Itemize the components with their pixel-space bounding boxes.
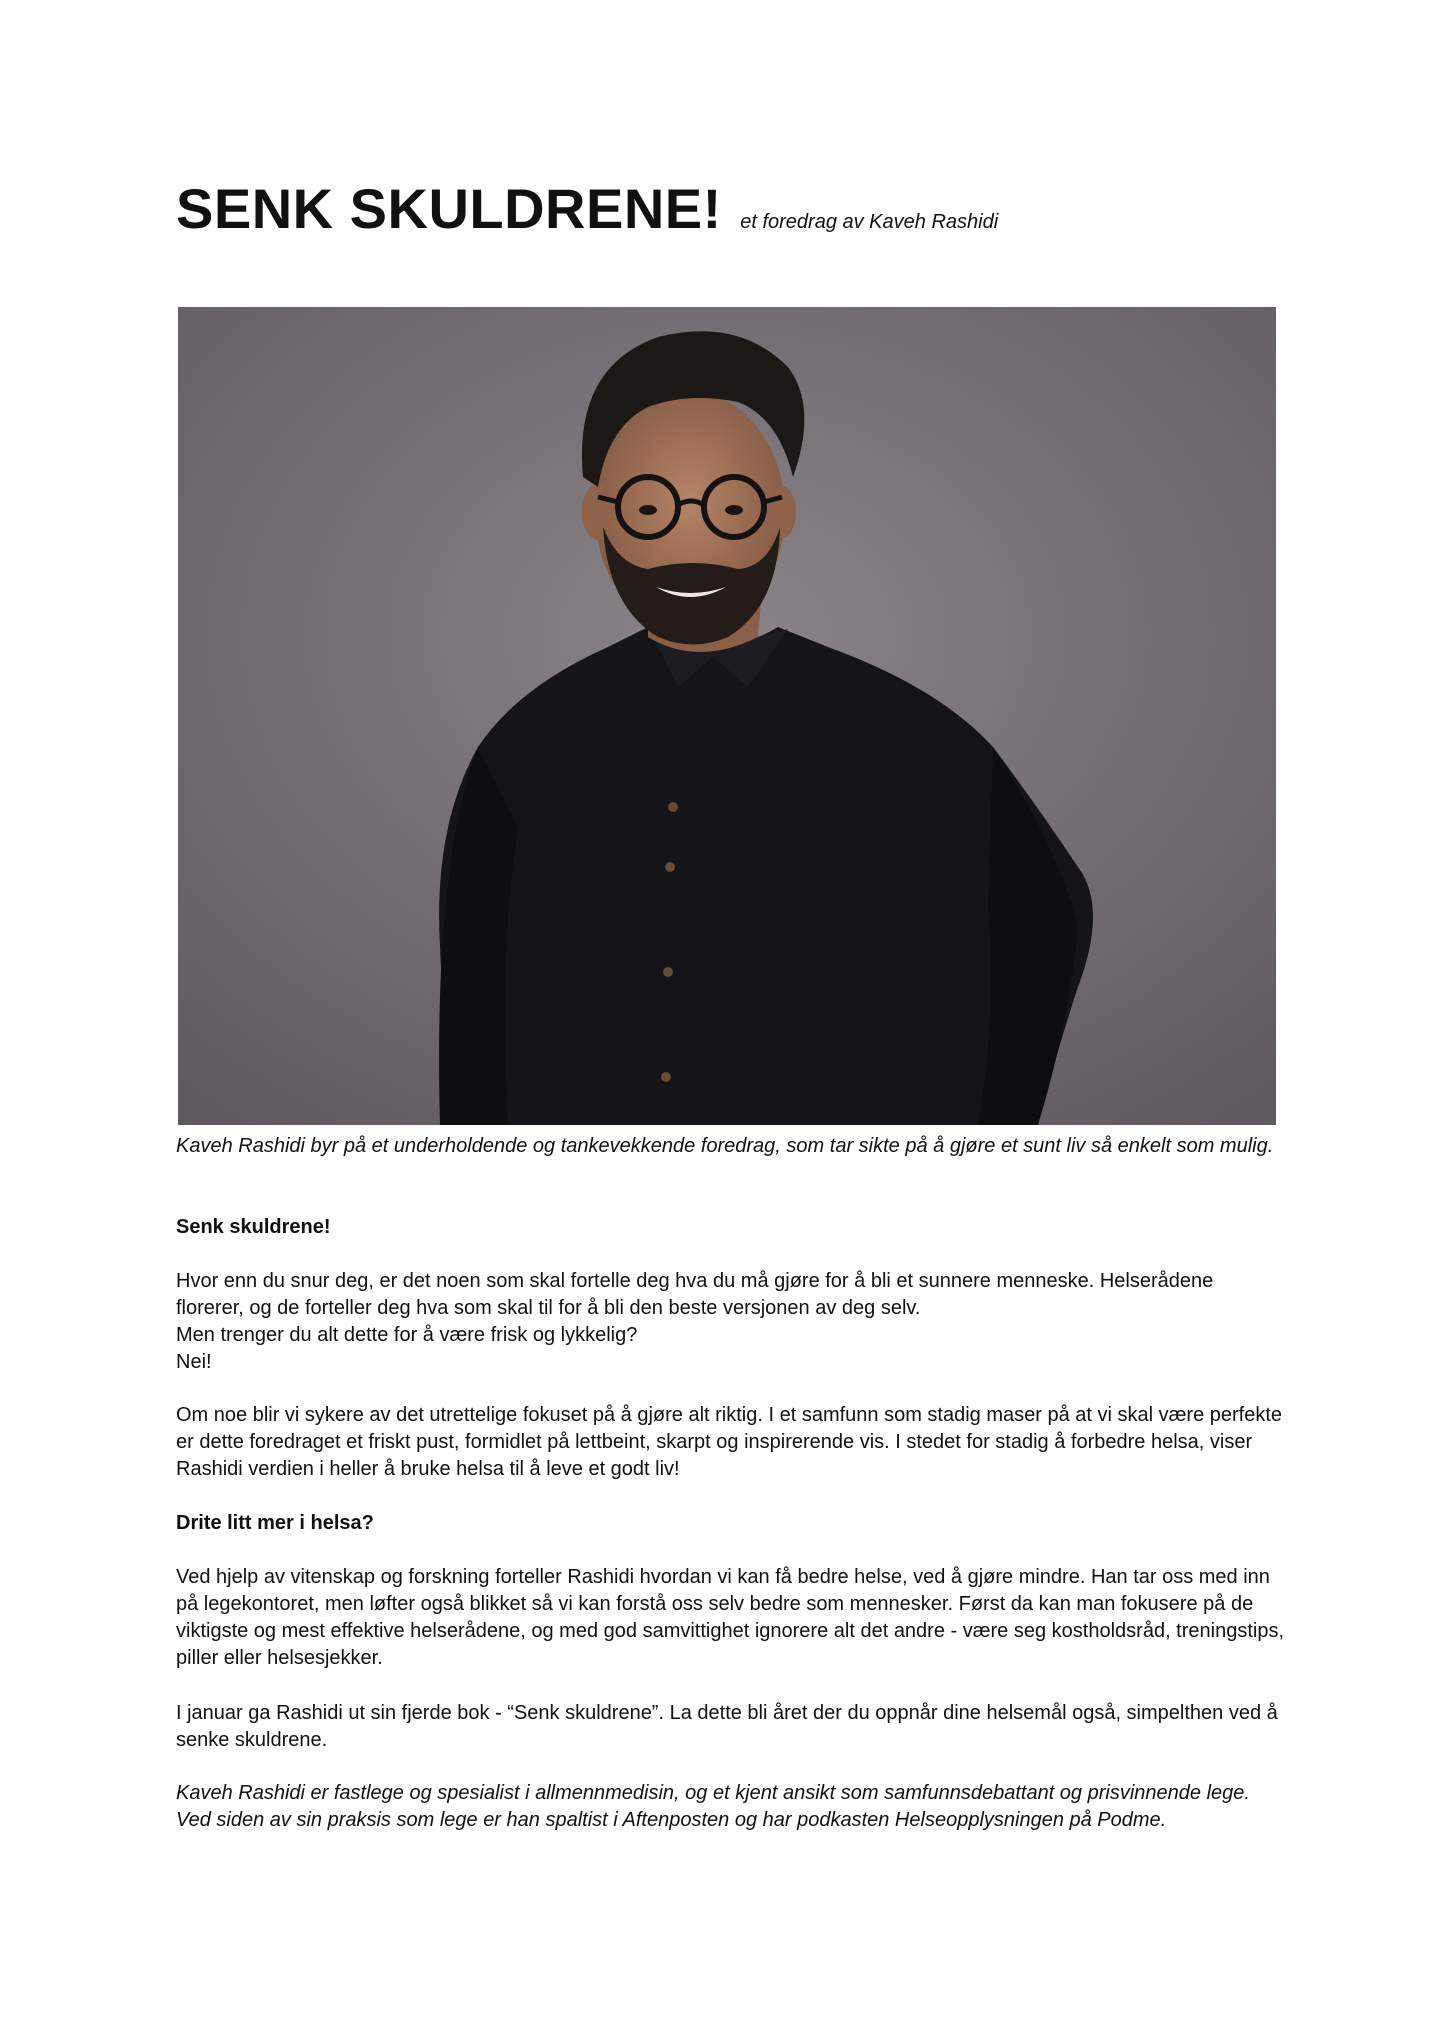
title-row [176,176,998,241]
portrait-illustration [178,307,1276,1125]
page-subtitle: et foredrag av Kaveh Rashidi [740,211,999,233]
section1-p1-line3: Nei! [176,1351,212,1373]
section2-paragraph-2: I januar ga Rashidi ut sin fjerde bok - “Senk skuldrene”. La dette bli året der du oppnår dine helsemål også, simpelthen ved å senke skuldrene. [176,1702,1278,1751]
section1-paragraph-2: Om noe blir vi sykere av det utrettelige fokuset på å gjøre alt riktig. I et samfunn som stadig maser på at vi skal være perfekte er dette foredraget et friskt pust, formidlet på lettbeint, skarpt og inspirerende vis. I stedet for stadig å forbedre helsa, viser Rashidi verdien i heller å bruke helsa til å leve et godt liv! [176,1404,1283,1480]
photo-caption: Kaveh Rashidi byr på et underholdende og tankevekkende foredrag, som tar sikte på å gjøre et sunt liv så enkelt som mulig. [176,1135,1274,1157]
portrait-photo [178,307,1276,1125]
section1-p1-text: Hvor enn du snur deg, er det noen som skal fortelle deg hva du må gjøre for å bli et sunnere menneske. Helserådene florerer, og de forteller deg hva som skal til for å bli den beste versjonen av deg selv. [176,1270,1214,1319]
section2-paragraph-1: Ved hjelp av vitenskap og forskning forteller Rashidi hvordan vi kan få bedre helse, ved å gjøre mindre. Han tar oss med inn på legekontoret, men løfter også blikket så vi kan forstå oss selv bedre som mennesker. Først da kan man fokusere på de viktigste og mest effektive helserådene, og med god samvittighet ignorere alt det andre - være seg kostholdsråd, treningstips, piller eller helsesjekker. [176,1566,1285,1669]
section1-p1-line2: Men trenger du alt dette for å være frisk og lykkelig? [176,1324,638,1346]
author-bio: Kaveh Rashidi er fastlege og spesialist i allmennmedisin, og et kjent ansikt som samfunnsdebattant og prisvinnende lege. Ved siden av sin praksis som lege er han spaltist i Aftenposten og har podkasten Helseopplysningen på Podme. [176,1782,1250,1831]
section1-paragraph-1 [176,1268,1286,1376]
section-heading-senk-skuldrene: Senk skuldrene! [176,1216,331,1238]
section-heading-drite-litt-mer: Drite litt mer i helsa? [176,1512,374,1534]
page-title: SENK SKULDRENE! [176,177,722,240]
